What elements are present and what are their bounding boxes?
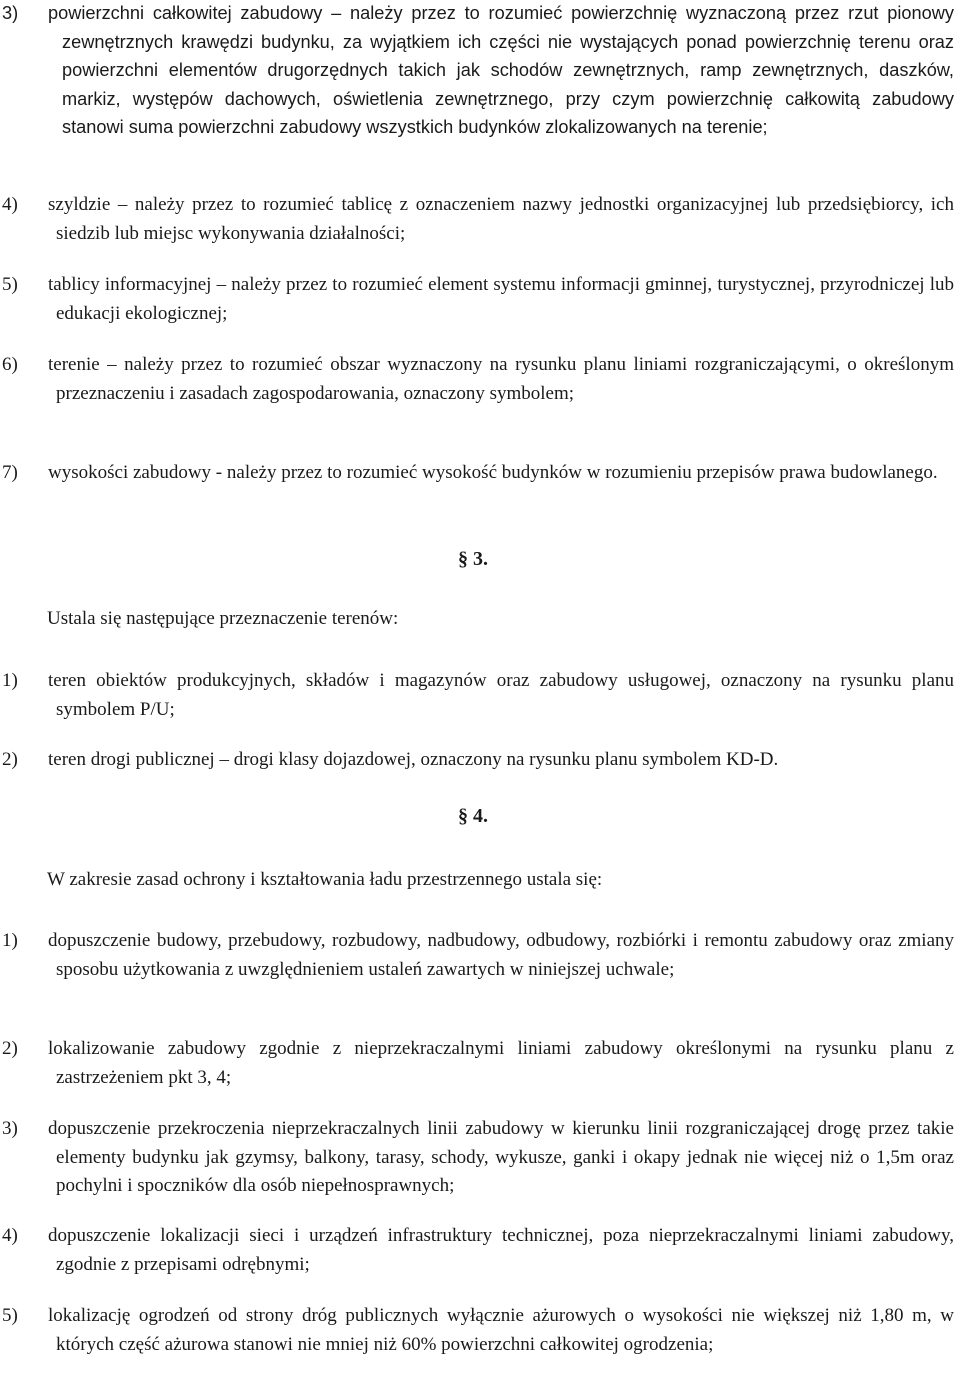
item-number: 5) bbox=[2, 274, 18, 295]
item-number: 4) bbox=[2, 194, 18, 215]
definition-item bbox=[0, 0, 954, 142]
item-text: teren obiektów produkcyjnych, składów i magazynów oraz zabudowy usługowej, oznaczony na rysunku planu symbolem P/U; bbox=[48, 670, 954, 720]
list-item bbox=[0, 1222, 954, 1279]
item-text: szyldzie – należy przez to rozumieć tablicę z oznaczeniem nazwy jednostki organizacyjnej lub przedsiębiorcy, ich siedzib lub miejsc wykonywania działalności; bbox=[48, 194, 954, 244]
definition-item bbox=[0, 351, 954, 408]
list-item bbox=[0, 1035, 954, 1092]
item-text: lokalizację ogrodzeń od strony dróg publicznych wyłącznie ażurowych o wysokości nie większej niż 1,80 m, w których część ażurowa stanowi nie mniej niż 60% powierzchni całkowitej ogrodzenia; bbox=[48, 1305, 954, 1355]
item-number: 5) bbox=[2, 1305, 18, 1326]
item-text: powierzchni całkowitej zabudowy – należy przez to rozumieć powierzchnię wyznaczoną przez rzut pionowy zewnętrznych krawędzi budynku, za wyjątkiem ich części nie wystających ponad powierzchnię terenu oraz powierzchni elementów drugorzędnych takich jak schodów zewnętrznych, ramp zewnętrznych, daszków, markiz, występów dachowych, oświetlenia zewnętrznego, przy czym powierzchnię całkowitą zabudowy stanowi suma powierzchni zabudowy wszystkich budynków zlokalizowanych na terenie; bbox=[48, 3, 954, 137]
list-item bbox=[0, 1302, 954, 1359]
item-text: terenie – należy przez to rozumieć obszar wyznaczony na rysunku planu liniami rozgraniczającymi, o określonym przeznaczeniu i zasadach zagospodarowania, oznaczony symbolem; bbox=[48, 354, 954, 404]
item-number: 3) bbox=[2, 1118, 18, 1139]
list-item bbox=[0, 746, 954, 775]
definition-item bbox=[0, 271, 954, 328]
item-text: dopuszczenie przekroczenia nieprzekraczalnych linii zabudowy w kierunku linii rozgraniczającej drogę przez takie elementy budynku jak gzymsy, balkony, tarasy, schody, wykusze, ganki i okapy jednak nie więcej niż o 1,5m oraz pochylni i spoczników dla osób niepełnosprawnych; bbox=[48, 1118, 954, 1196]
item-text: dopuszczenie lokalizacji sieci i urządzeń infrastruktury technicznej, poza nieprzekraczalnymi liniami zabudowy, zgodnie z przepisami odrębnymi; bbox=[48, 1225, 954, 1275]
item-text: teren drogi publicznej – drogi klasy dojazdowej, oznaczony na rysunku planu symbolem KD-D. bbox=[48, 749, 779, 770]
list-item bbox=[0, 667, 954, 724]
item-number: 6) bbox=[2, 354, 18, 375]
item-number: 7) bbox=[2, 462, 18, 483]
item-number: 4) bbox=[2, 1225, 18, 1246]
item-number: 2) bbox=[2, 1038, 18, 1059]
item-text: tablicy informacyjnej – należy przez to rozumieć element systemu informacji gminnej, turystycznej, przyrodniczej lub edukacji ekologicznej; bbox=[48, 274, 954, 324]
list-item bbox=[0, 927, 954, 984]
section-3-intro: Ustala się następujące przeznaczenie terenów: bbox=[47, 608, 399, 629]
section-4-heading: § 4. bbox=[458, 805, 488, 827]
item-number: 2) bbox=[2, 749, 18, 770]
section-4-intro: W zakresie zasad ochrony i kształtowania ładu przestrzennego ustala się: bbox=[47, 869, 603, 890]
section-3-heading: § 3. bbox=[458, 548, 488, 570]
item-number: 3) bbox=[2, 3, 19, 23]
item-text: dopuszczenie budowy, przebudowy, rozbudowy, nadbudowy, odbudowy, rozbiórki i remontu zabudowy oraz zmiany sposobu użytkowania z uwzględnieniem ustaleń zawartych w niniejszej uchwale; bbox=[48, 930, 954, 980]
definition-item bbox=[0, 459, 954, 488]
item-text: lokalizowanie zabudowy zgodnie z nieprzekraczalnymi liniami zabudowy określonymi na rysunku planu z zastrzeżeniem pkt 3, 4; bbox=[48, 1038, 954, 1088]
item-number: 1) bbox=[2, 670, 18, 691]
definition-item bbox=[0, 191, 954, 248]
item-number: 1) bbox=[2, 930, 18, 951]
list-item bbox=[0, 1115, 954, 1201]
item-text: wysokości zabudowy - należy przez to rozumieć wysokość budynków w rozumieniu przepisów prawa budowlanego. bbox=[48, 462, 938, 483]
